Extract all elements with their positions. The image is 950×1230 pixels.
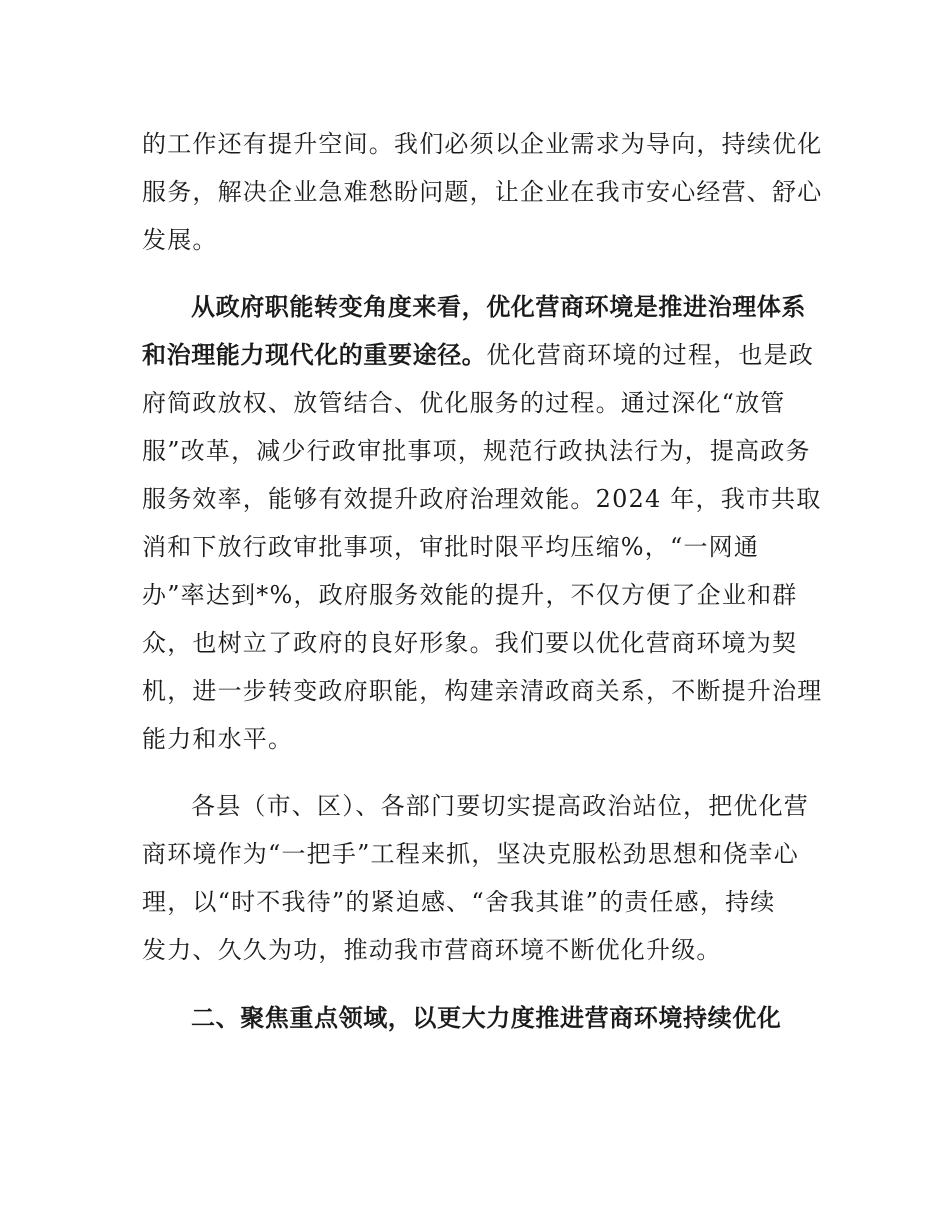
- paragraph-2: [142, 283, 823, 763]
- section-heading: 二、聚焦重点领域，以更大力度推进营商环境持续优化: [191, 1004, 782, 1032]
- text-line: 机，进一步转变政府职能，构建亲清政商关系，不断提升治理: [142, 677, 823, 705]
- text-line: 众，也树立了政府的良好形象。我们要以优化营商环境为契: [142, 629, 798, 657]
- text-line: 商环境作为“一把手”工程来抓，坚决克服松劲思想和侥幸心: [142, 840, 799, 868]
- text-line: 服”改革，减少行政审批事项，规范行政执法行为，提高政务: [142, 437, 811, 465]
- text-line: 各县（市、区）、各部门要切实提高政治站位，把优化营: [191, 792, 809, 820]
- text-line: 消和下放行政审批事项，审批时限平均压缩%，“一网通: [142, 533, 760, 561]
- document-page: [142, 120, 823, 1042]
- text-span: 优化营商环境的过程，也是政: [486, 341, 815, 369]
- text-line: 府简政放权、放管结合、优化服务的过程。通过深化“放管: [142, 389, 786, 417]
- text-line: 理，以“时不我待”的紧迫感、“舍我其谁”的责任感，持续: [142, 888, 776, 916]
- text-line: 发力、久久为功，推动我市营商环境不断优化升级。: [142, 936, 722, 964]
- bold-lead-text: 和治理能力现代化的重要途径。: [142, 341, 487, 369]
- text-line: 的工作还有提升空间。我们必须以企业需求为导向，持续优化: [142, 130, 823, 158]
- text-line: 发展。: [142, 226, 218, 254]
- bold-lead-line: 从政府职能转变角度来看，优化营商环境是推进治理体系: [191, 293, 806, 321]
- text-line: 能力和水平。: [142, 725, 294, 753]
- paragraph-3: [142, 782, 812, 974]
- paragraph-1: [142, 120, 823, 264]
- text-line: 服务效率，能够有效提升政府治理效能。2024 年，我市共取: [142, 485, 822, 513]
- text-line: [142, 331, 815, 379]
- text-line: 办”率达到*%，政府服务效能的提升，不仅方便了企业和群: [142, 581, 798, 609]
- text-line: 服务，解决企业急难愁盼问题，让企业在我市安心经营、舒心: [142, 178, 823, 206]
